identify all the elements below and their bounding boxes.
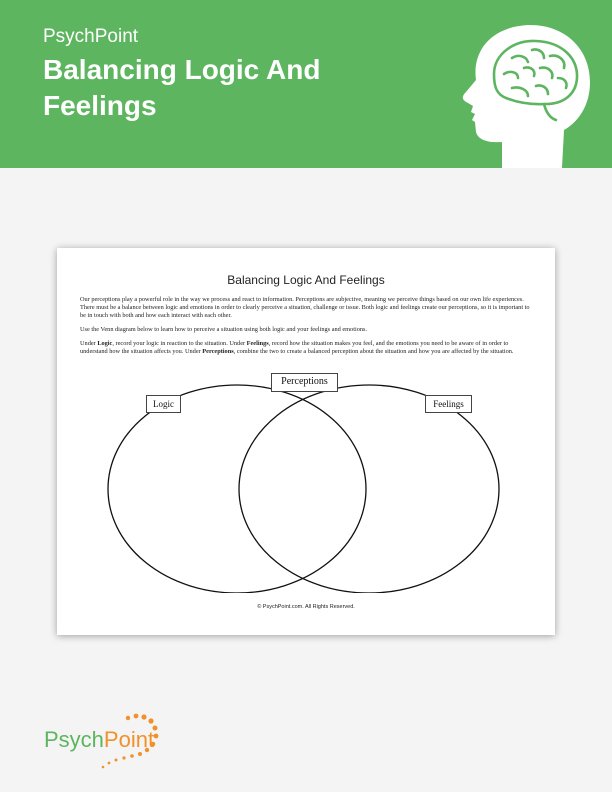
venn-circle-logic — [108, 385, 366, 593]
head-brain-icon — [432, 12, 602, 168]
steps-bold-perceptions: Perceptions — [202, 348, 234, 356]
footer-brand — [44, 727, 154, 753]
steps-text-2: , record your logic in reaction to the situation. Under — [112, 340, 247, 347]
steps-bold-feelings: Feelings — [246, 340, 269, 347]
steps-text-4: , combine the two to create a balanced perception about the situation and how you are affected by the situation. — [233, 348, 514, 356]
brand-name: PsychPoint — [43, 26, 139, 47]
footer-brand-psych: Psych — [44, 727, 104, 752]
intro-paragraph: Our perceptions play a powerful role in the way we process and react to information. Perceptions are subjective, meaning we perceive things based on our own life experiences. There must be a balance between logic and emotions in order to clearly perceive a situation, challenge or issue. Both logic and feelings create our perceptions, so it is important to be in touch with both and how each interact with each other. — [80, 296, 530, 320]
page-title: Balancing Logic And Feelings — [43, 54, 321, 121]
steps-paragraph — [80, 340, 536, 356]
copyright-notice: © PsychPoint.com. All Rights Reserved. — [257, 604, 355, 610]
venn-label-feelings: Feelings — [425, 395, 472, 413]
venn-diagram — [57, 368, 555, 593]
footer-brand-point: Point — [103, 727, 155, 752]
steps-text-3: , record how the situation makes you feel, and the emotions you need to be aware of in order to understand how the situation affects you. Under — [80, 340, 509, 356]
venn-label-logic: Logic — [146, 395, 181, 413]
steps-text-1: Under — [80, 340, 98, 347]
worksheet-preview — [57, 248, 555, 635]
instructions-paragraph: Use the Venn diagram below to learn how to perceive a situation using both logic and your feelings and emotions. — [80, 326, 368, 333]
venn-label-perceptions: Perceptions — [271, 373, 338, 392]
header-banner — [0, 0, 612, 168]
steps-bold-logic: Logic — [97, 340, 113, 347]
venn-circle-feelings — [239, 385, 499, 593]
worksheet-title: Balancing Logic And Feelings — [227, 273, 385, 287]
